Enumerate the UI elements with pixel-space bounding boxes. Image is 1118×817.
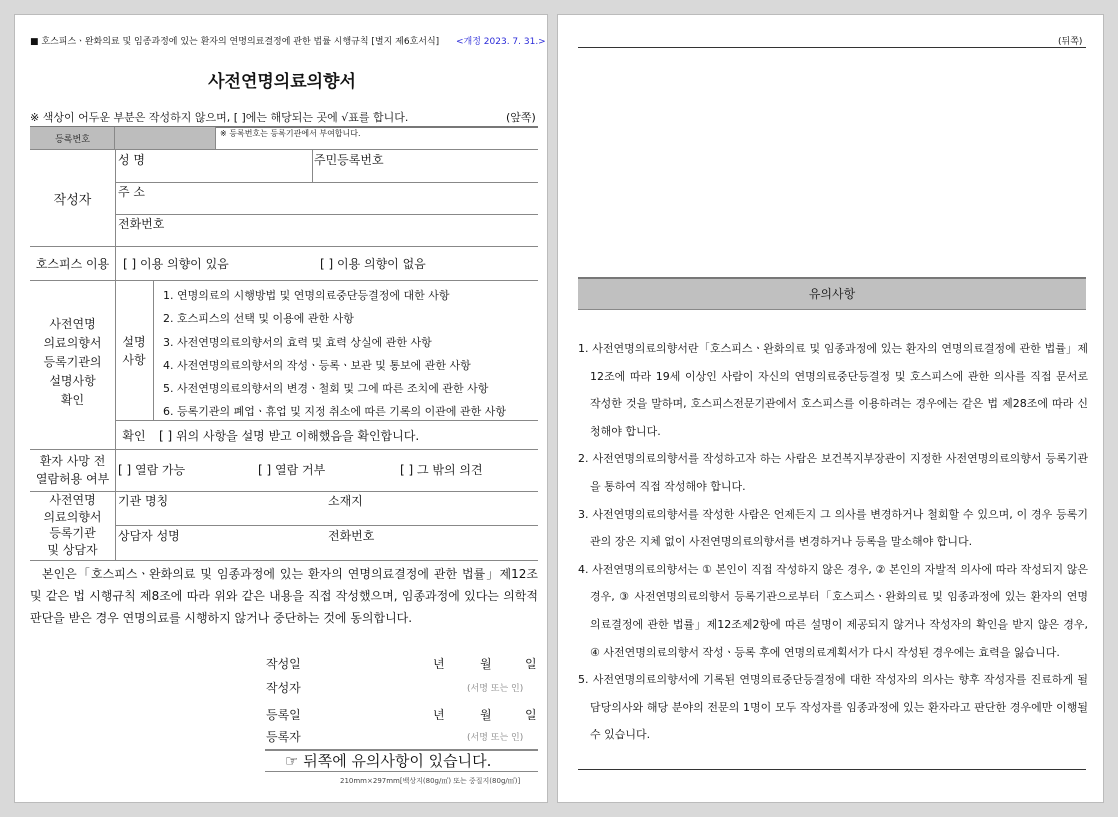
consent-statement: 본인은「호스피스ㆍ완화의료 및 임종과정에 있는 환자의 연명의료결정에 관한 법률」제12조 및 같은 법 시행규칙 제8조에 따라 위와 같은 내용을 직접 작성했으며, 임종과정에 있다는 의학적 판단을 받은 경우 연명의료를 시행하지 않거나 중단하는 것에 동의합니다.	[30, 567, 538, 625]
org-location-field[interactable]: 소재지	[328, 494, 363, 508]
law-reference: ■ 호스피스ㆍ완화의료 및 임종과정에 있는 환자의 연명의료결정에 관한 법률 시행규칙 [별지 제6호서식]	[30, 37, 440, 47]
counselor-name-field[interactable]: 상담자 성명	[118, 529, 180, 543]
hospice-label: 호스피스 이용	[35, 257, 110, 271]
sign-hint: (서명 또는 인)	[467, 733, 524, 743]
check-confirm-checkbox[interactable]: [ ] 위의 사항을 설명 받고 이해했음을 확인합니다.	[159, 429, 420, 443]
day-label: 일	[525, 657, 537, 671]
written-date-label: 작성일	[266, 657, 301, 671]
explain-item: 5. 사전연명의료의향서의 변경ㆍ철회 및 그에 따른 조치에 관한 사항	[163, 382, 489, 396]
note-item: 2. 사전연명의료의향서를 작성하고자 하는 사람은 보건복지부장관이 지정한 사전연명의료의향서 등록기관을 통하여 직접 작성해야 합니다.	[578, 452, 1088, 493]
hospice-no-checkbox[interactable]: [ ] 이용 의향이 없음	[320, 257, 426, 271]
writer-label: 작성자	[53, 193, 92, 208]
reg-no-note: ※ 등록번호는 등록기관에서 부여합니다.	[220, 129, 361, 138]
reg-no-label: 등록번호	[55, 135, 90, 145]
phone-field[interactable]: 전화번호	[118, 217, 165, 231]
back-page	[557, 14, 1104, 803]
explain-item: 2. 호스피스의 선택 및 이용에 관한 사항	[163, 312, 354, 326]
explain-item: 1. 연명의료의 시행방법 및 연명의료중단등결정에 대한 사항	[163, 289, 450, 302]
org-label: 사전연명 의료의향서 등록기관 및 상담자	[43, 493, 102, 557]
address-field[interactable]: 주 소	[118, 185, 145, 199]
notes-list	[578, 335, 1088, 749]
month-label: 월	[480, 708, 492, 722]
revision-date: <개정 2023. 7. 31.>	[456, 37, 546, 47]
org-name-field[interactable]: 기관 명칭	[118, 494, 169, 508]
back-note: ☞ 뒤쪽에 유의사항이 있습니다.	[285, 752, 492, 770]
front-page	[14, 14, 548, 803]
instruction: ※ 색상이 어두운 부분은 작성하지 않으며, [ ]에는 해당되는 곳에 √표를 합니다.	[30, 111, 409, 124]
view-other-checkbox[interactable]: [ ] 그 밖의 의견	[400, 463, 483, 477]
check-label: 확인	[122, 429, 146, 443]
note-item: 3. 사전연명의료의향서를 작성한 사람은 언제든지 그 의사를 변경하거나 철회할 수 있으며, 이 경우 등록기관의 장은 지체 없이 사전연명의료의향서를 변경하거나 등록을 말소해야 합니다.	[578, 507, 1088, 549]
side-label: (뒤쪽)	[1058, 37, 1083, 47]
rrn-field[interactable]: 주민등록번호	[314, 153, 384, 167]
notes-title: 유의사항	[578, 277, 1086, 310]
note-item: 1. 사전연명의료의향서란「호스피스ㆍ완화의료 및 임종과정에 있는 환자의 연명의료결정에 관한 법률」제12조에 따라 19세 이상인 사람이 자신의 연명의료중단등결정 및 호스피스에 관한 의사를 직접 문서로 작성한 것을 말하며, 호스피스전문기관에서 호스피스를 이용하려는 경우에는 같은 법 제28조에 따라 신청해야 합니다.	[578, 342, 1088, 438]
name-field[interactable]: 성 명	[118, 153, 145, 167]
explain-item: 3. 사전연명의료의향서의 효력 및 효력 상실에 관한 사항	[163, 335, 432, 349]
writer-sign-label: 작성자	[266, 681, 301, 695]
explain-item: 6. 등록기관의 폐업ㆍ휴업 및 지정 취소에 따른 기록의 이관에 관한 사항	[163, 405, 506, 419]
year-label: 년	[433, 708, 445, 722]
month-label: 월	[480, 657, 492, 671]
sign-hint: (서명 또는 인)	[467, 684, 524, 694]
confirm-label: 사전연명 의료의향서 등록기관의 설명사항 확인	[43, 317, 102, 407]
explain-label: 설명 사항	[122, 335, 146, 367]
registrant-sign-label: 등록자	[266, 730, 301, 744]
reg-date-label: 등록일	[266, 708, 301, 722]
note-item: 4. 사전연명의료의향서는 ① 본인이 직접 작성하지 않은 경우, ② 본인의 자발적 의사에 따라 작성되지 않은 경우, ③ 사전연명의료의향서 등록기관으로부터「호스피스ㆍ완화의료 및 임종과정에 있는 환자의 연명의료결정에 관한 법률」제12조제2항에 따른 설명이 제공되지 않거나 작성자의 확인을 받지 않은 경우, ④ 사전연명의료의향서 작성ㆍ등록 후에 연명의료계획서가 다시 작성된 경우에는 효력을 잃습니다.	[578, 562, 1088, 659]
side-label: (앞쪽)	[506, 111, 536, 124]
view-deny-checkbox[interactable]: [ ] 열람 거부	[258, 463, 326, 477]
view-allow-checkbox[interactable]: [ ] 열람 가능	[118, 463, 186, 477]
explain-item: 4. 사전연명의료의향서의 작성ㆍ등록ㆍ보관 및 통보에 관한 사항	[163, 358, 471, 372]
hospice-yes-checkbox[interactable]: [ ] 이용 의향이 있음	[123, 257, 229, 271]
explain-list	[163, 284, 506, 424]
counselor-phone-field[interactable]: 전화번호	[328, 529, 375, 543]
paper-spec: 210mm×297mm[백상지(80g/㎡) 또는 중질지(80g/㎡)]	[340, 777, 521, 785]
view-label: 환자 사망 전 열람허용 여부	[35, 454, 110, 486]
year-label: 년	[433, 657, 445, 671]
note-item: 5. 사전연명의료의향서에 기록된 연명의료중단등결정에 대한 작성자의 의사는 향후 작성자를 진료하게 될 담당의사와 해당 분야의 전문의 1명이 모두 작성자를 임종과정에 있는 환자라고 판단한 경우에만 이행될 수 있습니다.	[578, 673, 1088, 742]
page-title: 사전연명의료의향서	[208, 72, 356, 92]
day-label: 일	[525, 708, 537, 722]
